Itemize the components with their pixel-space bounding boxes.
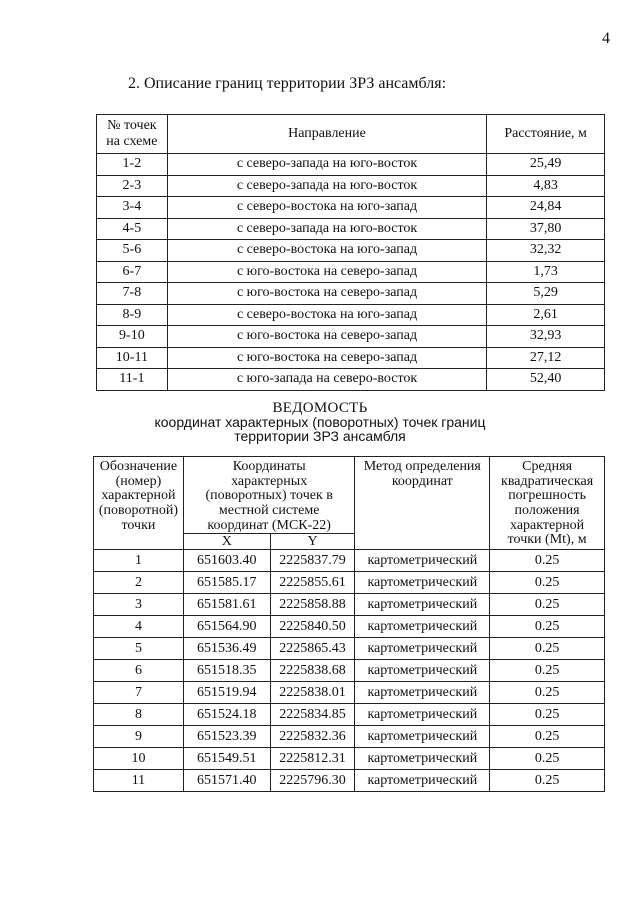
cell-distance: 52,40 <box>487 369 605 391</box>
header-coordinates <box>183 457 355 534</box>
header-points <box>97 115 168 154</box>
cell-mt: 0.25 <box>490 594 605 616</box>
cell-direction: с юго-востока на северо-запад <box>167 326 487 348</box>
cell-point-number: 10 <box>94 748 184 770</box>
cell-points: 9-10 <box>97 326 168 348</box>
header-line: точки (Mt), м <box>507 532 587 548</box>
cell-y: 2225855.61 <box>270 572 355 594</box>
cell-mt: 0.25 <box>490 726 605 748</box>
cell-point-number: 9 <box>94 726 184 748</box>
header-line: (поворотных) точек в <box>205 488 333 504</box>
header-line: характерной <box>510 517 585 533</box>
cell-method: картометрический <box>355 704 490 726</box>
table-row <box>94 572 605 594</box>
table-row <box>97 175 605 197</box>
table-row <box>94 682 605 704</box>
cell-points: 6-7 <box>97 261 168 283</box>
table-row <box>97 218 605 240</box>
header-line: Координаты <box>232 459 306 474</box>
header-line: квадратическая <box>501 473 594 489</box>
table-row <box>94 660 605 682</box>
table-row <box>97 154 605 176</box>
cell-x: 651581.61 <box>183 594 270 616</box>
cell-method: картометрический <box>355 550 490 572</box>
header-direction: Направление <box>167 115 487 154</box>
cell-mt: 0.25 <box>490 748 605 770</box>
cell-mt: 0.25 <box>490 572 605 594</box>
cell-distance: 32,32 <box>487 240 605 262</box>
coordinates-table <box>93 456 605 792</box>
cell-points: 7-8 <box>97 283 168 305</box>
header-line: погрешность <box>508 488 586 504</box>
cell-direction: с северо-запада на юго-восток <box>167 218 487 240</box>
cell-mt: 0.25 <box>490 638 605 660</box>
table-row <box>97 369 605 391</box>
table-row <box>94 550 605 572</box>
header-y: Y <box>270 534 355 550</box>
cell-distance: 32,93 <box>487 326 605 348</box>
header-line: Обозначение <box>99 459 178 474</box>
cell-method: картометрический <box>355 572 490 594</box>
vedomost-subtitle-line1: координат характерных (поворотных) точек границ <box>154 414 486 430</box>
cell-points: 5-6 <box>97 240 168 262</box>
header-line: (номер) <box>115 473 162 489</box>
cell-method: картометрический <box>355 770 490 792</box>
cell-x: 651571.40 <box>183 770 270 792</box>
cell-x: 651549.51 <box>183 748 270 770</box>
cell-direction: с северо-запада на юго-восток <box>167 175 487 197</box>
header-points-line1: № точек <box>107 117 157 133</box>
cell-point-number: 3 <box>94 594 184 616</box>
header-x: X <box>183 534 270 550</box>
cell-distance: 25,49 <box>487 154 605 176</box>
coords-header-row <box>94 457 605 534</box>
boundary-description-table <box>96 114 605 391</box>
cell-direction: с юго-востока на северо-запад <box>167 283 487 305</box>
cell-y: 2225840.50 <box>270 616 355 638</box>
table-row <box>94 616 605 638</box>
header-points-line2: на схеме <box>106 134 158 149</box>
cell-mt: 0.25 <box>490 682 605 704</box>
table-row <box>97 283 605 305</box>
cell-y: 2225796.30 <box>270 770 355 792</box>
header-line: характерной <box>101 488 176 504</box>
cell-mt: 0.25 <box>490 770 605 792</box>
table-row <box>94 704 605 726</box>
cell-mt: 0.25 <box>490 616 605 638</box>
header-line: положения <box>514 503 580 519</box>
cell-y: 2225858.88 <box>270 594 355 616</box>
vedomost-subtitle-line2: территории ЗРЗ ансамбля <box>234 428 406 444</box>
header-line: Средняя <box>522 459 573 474</box>
header-line: координат (МСК-22) <box>207 517 331 533</box>
cell-method: картометрический <box>355 594 490 616</box>
cell-direction: с юго-востока на северо-запад <box>167 261 487 283</box>
table-row <box>94 770 605 792</box>
table-row <box>94 638 605 660</box>
cell-distance: 24,84 <box>487 197 605 219</box>
header-line: точки <box>121 517 156 533</box>
table-row <box>94 748 605 770</box>
cell-x: 651564.90 <box>183 616 270 638</box>
header-line: (поворотной) <box>98 503 179 519</box>
cell-direction: с северо-востока на юго-запад <box>167 240 487 262</box>
cell-point-number: 8 <box>94 704 184 726</box>
cell-mt: 0.25 <box>490 660 605 682</box>
cell-points: 10-11 <box>97 347 168 369</box>
table-row <box>97 304 605 326</box>
table-row <box>97 347 605 369</box>
header-line: характерных <box>231 473 308 489</box>
cell-points: 8-9 <box>97 304 168 326</box>
cell-points: 1-2 <box>97 154 168 176</box>
header-line: Метод определения <box>363 459 481 474</box>
cell-point-number: 7 <box>94 682 184 704</box>
cell-method: картометрический <box>355 726 490 748</box>
cell-distance: 5,29 <box>487 283 605 305</box>
header-line: координат <box>391 473 453 489</box>
cell-y: 2225838.68 <box>270 660 355 682</box>
cell-y: 2225832.36 <box>270 726 355 748</box>
cell-point-number: 6 <box>94 660 184 682</box>
cell-y: 2225865.43 <box>270 638 355 660</box>
cell-x: 651536.49 <box>183 638 270 660</box>
cell-point-number: 11 <box>94 770 184 792</box>
cell-y: 2225834.85 <box>270 704 355 726</box>
cell-method: картометрический <box>355 616 490 638</box>
header-designation <box>94 457 184 550</box>
cell-mt: 0.25 <box>490 704 605 726</box>
cell-points: 2-3 <box>97 175 168 197</box>
cell-distance: 27,12 <box>487 347 605 369</box>
cell-distance: 37,80 <box>487 218 605 240</box>
cell-x: 651519.94 <box>183 682 270 704</box>
cell-y: 2225837.79 <box>270 550 355 572</box>
table-row <box>97 326 605 348</box>
cell-x: 651523.39 <box>183 726 270 748</box>
cell-point-number: 2 <box>94 572 184 594</box>
cell-points: 3-4 <box>97 197 168 219</box>
cell-distance: 4,83 <box>487 175 605 197</box>
cell-point-number: 4 <box>94 616 184 638</box>
cell-method: картометрический <box>355 638 490 660</box>
header-error <box>490 457 605 550</box>
cell-distance: 2,61 <box>487 304 605 326</box>
boundary-table-header-row <box>97 115 605 154</box>
header-method <box>355 457 490 550</box>
table-row <box>97 261 605 283</box>
cell-y: 2225838.01 <box>270 682 355 704</box>
table-row <box>97 240 605 262</box>
cell-mt: 0.25 <box>490 550 605 572</box>
cell-x: 651518.35 <box>183 660 270 682</box>
cell-points: 11-1 <box>97 369 168 391</box>
cell-x: 651524.18 <box>183 704 270 726</box>
cell-distance: 1,73 <box>487 261 605 283</box>
header-distance: Расстояние, м <box>487 115 605 154</box>
cell-point-number: 1 <box>94 550 184 572</box>
cell-point-number: 5 <box>94 638 184 660</box>
table-row <box>94 594 605 616</box>
cell-direction: с северо-востока на юго-запад <box>167 197 487 219</box>
cell-x: 651585.17 <box>183 572 270 594</box>
cell-direction: с юго-запада на северо-восток <box>167 369 487 391</box>
cell-direction: с юго-востока на северо-запад <box>167 347 487 369</box>
vedomost-title: ВЕДОМОСТЬ <box>272 400 368 416</box>
cell-method: картометрический <box>355 682 490 704</box>
table-row <box>94 726 605 748</box>
cell-points: 4-5 <box>97 218 168 240</box>
page-number: 4 <box>602 30 610 47</box>
cell-direction: с северо-запада на юго-восток <box>167 154 487 176</box>
cell-direction: с северо-востока на юго-запад <box>167 304 487 326</box>
section-heading: 2. Описание границ территории ЗРЗ ансамбля: <box>128 75 447 92</box>
cell-method: картометрический <box>355 748 490 770</box>
header-line: местной системе <box>218 503 320 519</box>
cell-method: картометрический <box>355 660 490 682</box>
table-row <box>97 197 605 219</box>
cell-y: 2225812.31 <box>270 748 355 770</box>
cell-x: 651603.40 <box>183 550 270 572</box>
